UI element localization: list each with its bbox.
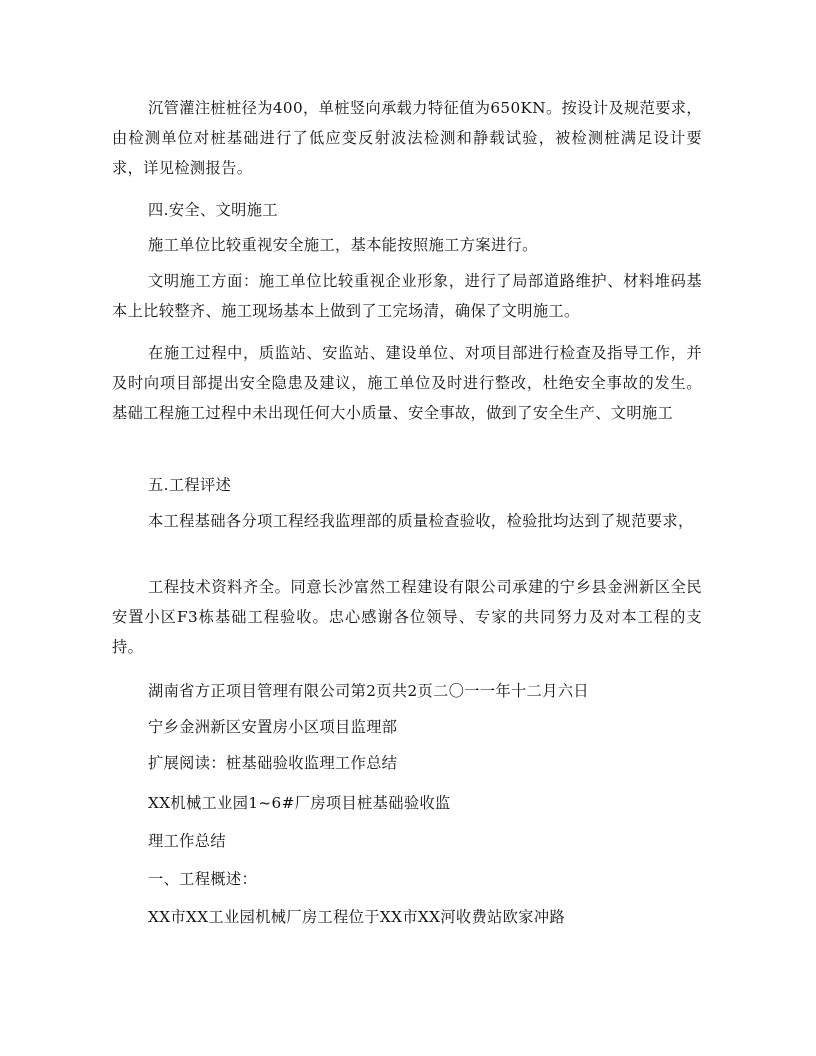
heading-evaluation: 五.工程评述: [148, 476, 232, 494]
section-overview-heading: 一、工程概述：: [148, 870, 258, 888]
project-title-line2: 理工作总结: [148, 832, 226, 850]
paragraph-civilized: 文明施工方面：施工单位比较重视企业形象，进行了局部道路维护、材料堆码基本上比较整齐、施工现场基本上做到了工完场清，确保了文明施工。: [112, 272, 702, 320]
department-line: 宁乡金洲新区安置房小区项目监理部: [148, 718, 398, 736]
project-title-line1: XX机械工业园1~6#厂房项目桩基础验收监: [148, 794, 451, 812]
paragraph-pile-spec: 沉管灌注桩桩径为400，单桩竖向承载力特征值为650KN。按设计及规范要求，由检测单位对桩基础进行了低应变反射波法检测和静载试验，被检测桩满足设计要求，详见检测报告。: [112, 99, 702, 177]
paragraph-acceptance: 本工程基础各分项工程经我监理部的质量检查验收，检验批均达到了规范要求，: [148, 512, 694, 530]
extended-reading-title: 扩展阅读：桩基础验收监理工作总结: [148, 754, 398, 772]
paragraph-location: XX市XX工业园机械厂房工程位于XX市XX河收费站欧家冲路: [148, 908, 566, 926]
paragraph-approval: 工程技术资料齐全。同意长沙富然工程建设有限公司承建的宁乡县金洲新区全民安置小区F3栋基础工程验收。忠心感谢各位领导、专家的共同努力及对本工程的支持。: [112, 578, 702, 656]
paragraph-inspection: 在施工过程中，质监站、安监站、建设单位、对项目部进行检查及指导工作，并及时向项目部提出安全隐患及建议，施工单位及时进行整改，杜绝安全事故的发生。基础工程施工过程中未出现任何大小质量、安全事故，做到了安全生产、文明施工: [112, 344, 702, 422]
paragraph-safety: 施工单位比较重视安全施工，基本能按照施工方案进行。: [148, 236, 538, 254]
heading-safety-civilized: 四.安全、文明施工: [148, 201, 278, 219]
signature-line: 湖南省方正项目管理有限公司第2页共2页二〇一一年十二月六日: [148, 682, 589, 700]
